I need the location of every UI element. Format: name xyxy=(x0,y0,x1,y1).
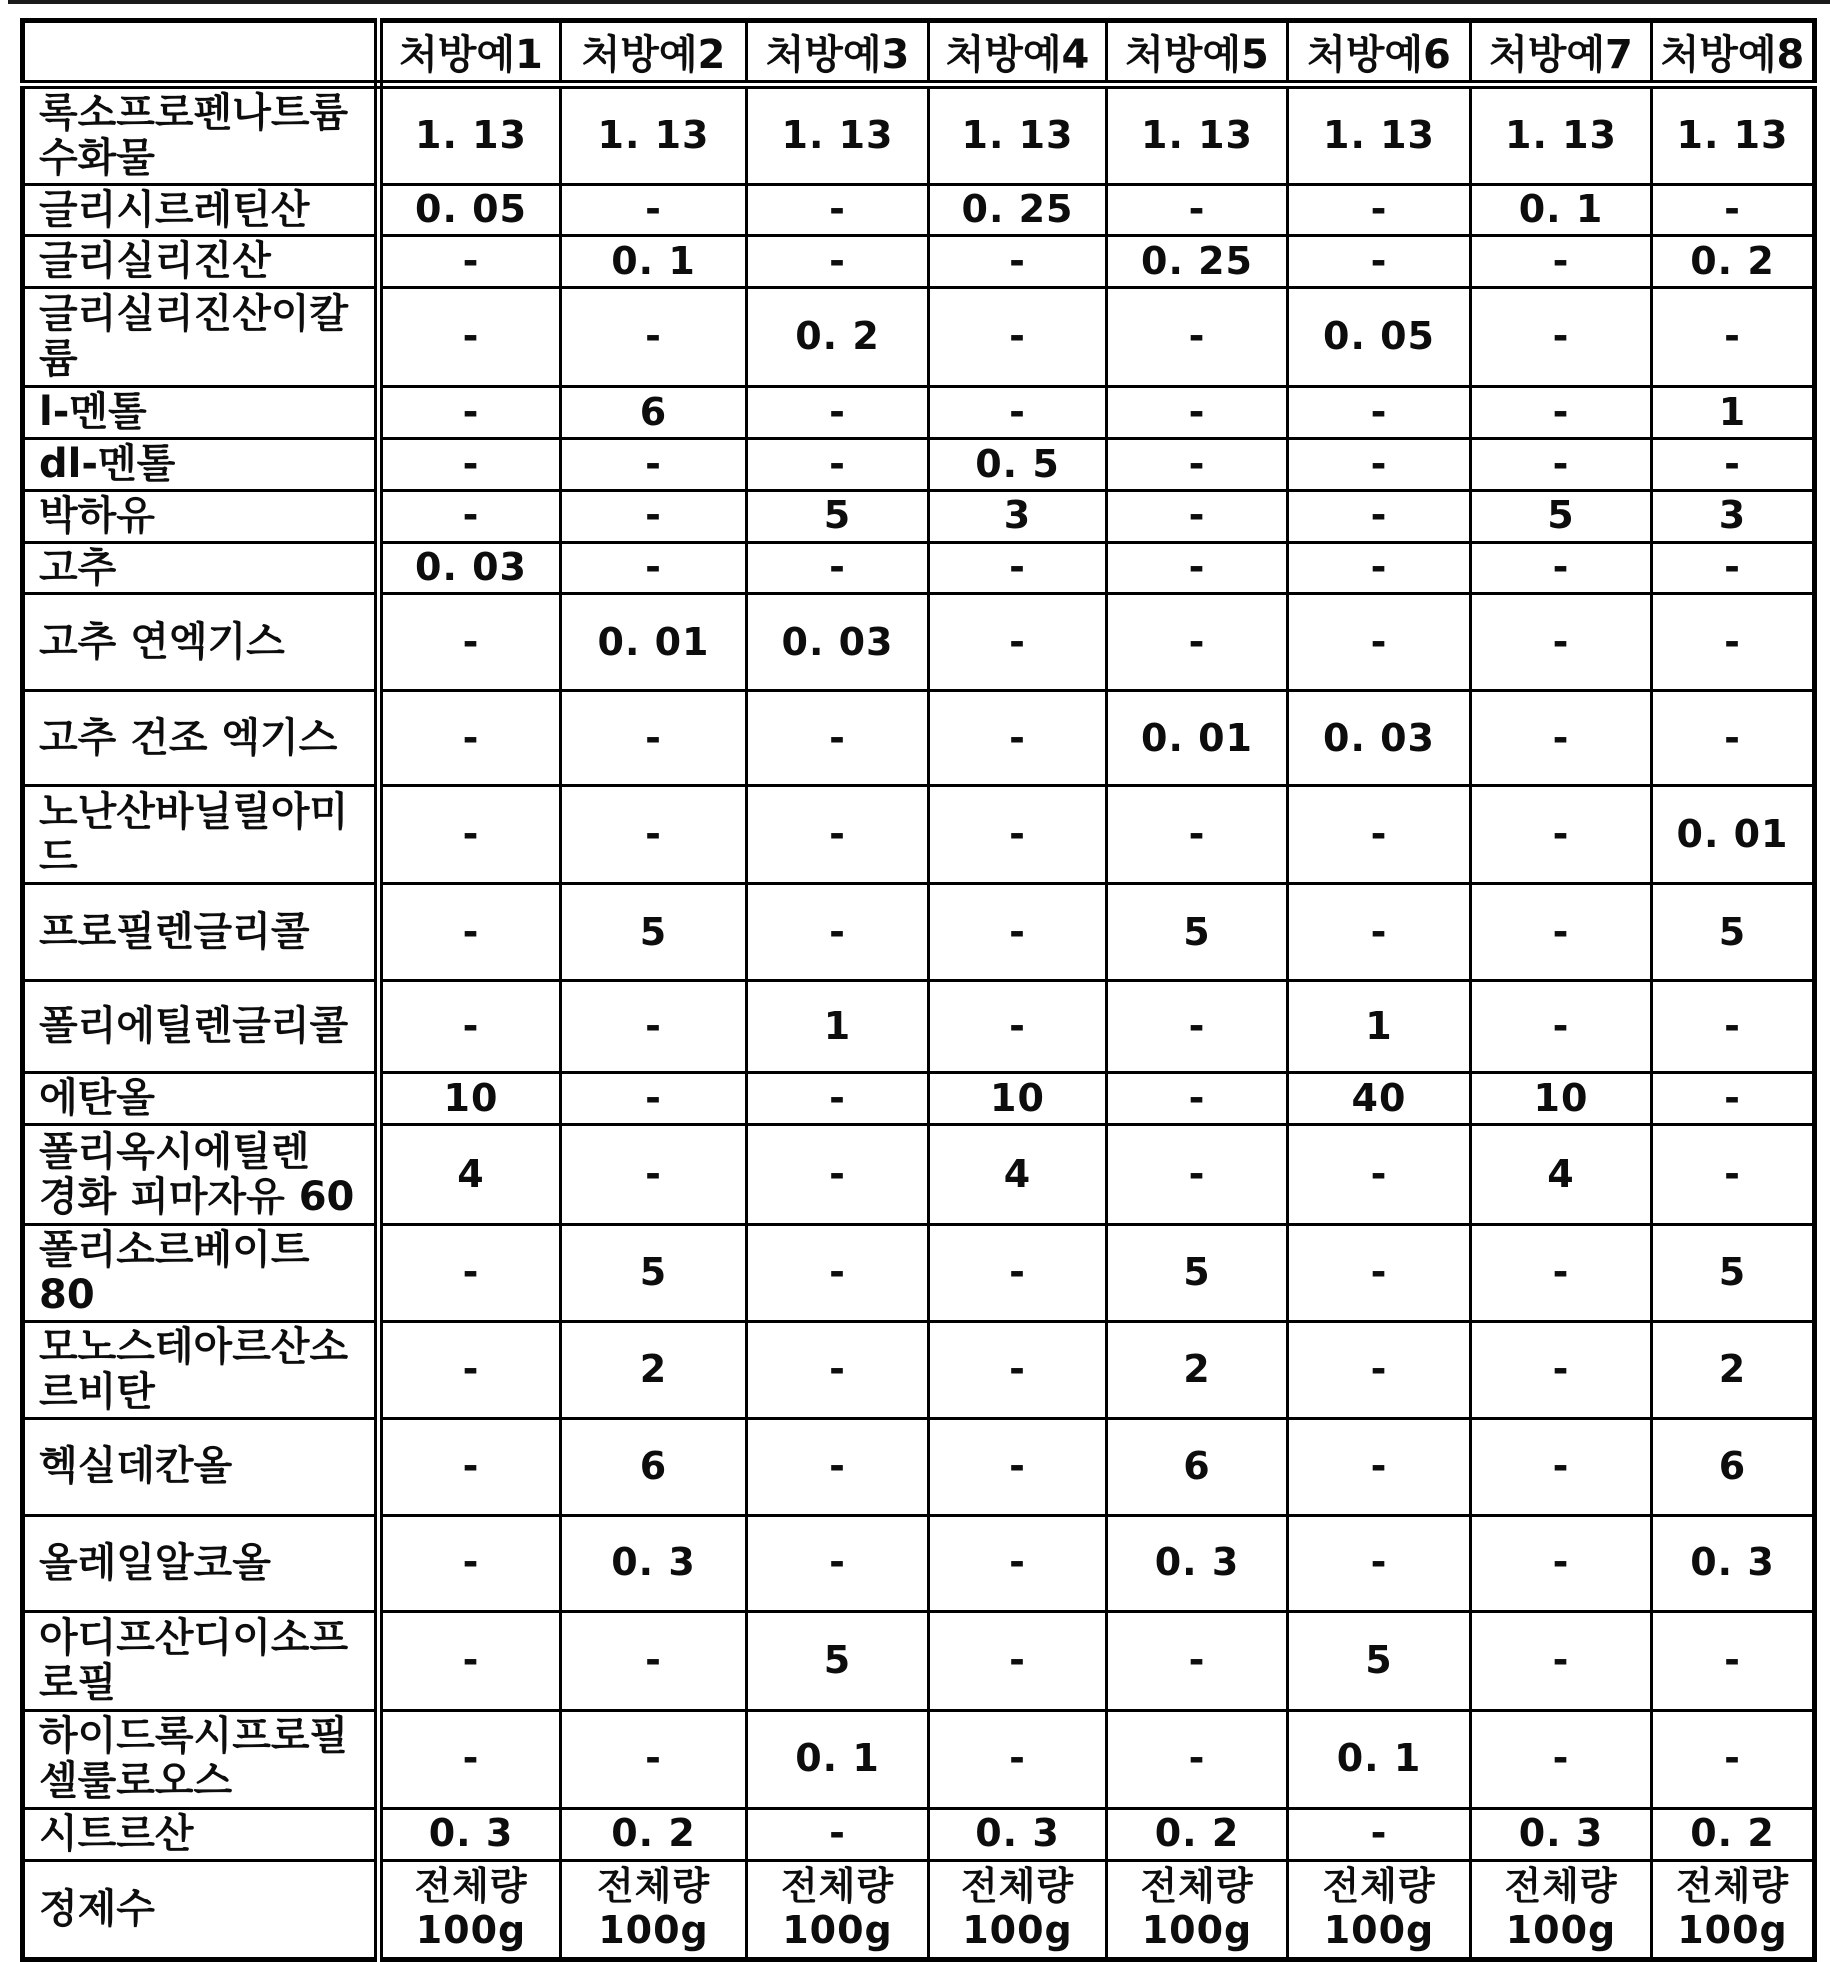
value-cell: - xyxy=(1471,691,1652,786)
value-cell: 40 xyxy=(1288,1073,1471,1125)
value-cell: 3 xyxy=(1652,490,1815,542)
value-cell: - xyxy=(929,594,1107,691)
column-header: 처방예5 xyxy=(1107,21,1288,85)
value-cell: - xyxy=(379,691,561,786)
value-cell: 0. 3 xyxy=(929,1808,1107,1860)
value-cell: - xyxy=(1107,184,1288,236)
value-cell: 0. 05 xyxy=(379,184,561,236)
value-cell: - xyxy=(379,490,561,542)
value-cell: 0. 2 xyxy=(1652,1808,1815,1860)
value-cell: - xyxy=(1652,1125,1815,1225)
value-cell: 1. 13 xyxy=(1288,85,1471,185)
value-cell: 3 xyxy=(929,490,1107,542)
value-cell: 2 xyxy=(1652,1322,1815,1419)
value-cell: - xyxy=(1288,542,1471,594)
value-cell: - xyxy=(379,438,561,490)
row-label: 폴리에틸렌글리콜 xyxy=(23,981,379,1073)
value-cell: - xyxy=(1652,542,1815,594)
value-cell: - xyxy=(1107,981,1288,1073)
value-cell: - xyxy=(379,884,561,981)
row-label: 폴리옥시에틸렌 경화 피마자유 60 xyxy=(23,1125,379,1225)
value-cell: - xyxy=(1288,1125,1471,1225)
value-cell: 0. 03 xyxy=(747,594,929,691)
value-cell: - xyxy=(561,490,747,542)
value-cell: - xyxy=(1652,1611,1815,1710)
value-cell: 0. 01 xyxy=(1652,786,1815,884)
value-cell: 전체량 100g xyxy=(379,1860,561,1959)
value-cell: 0. 01 xyxy=(561,594,747,691)
value-cell: - xyxy=(561,1611,747,1710)
value-cell: - xyxy=(1107,786,1288,884)
table-row xyxy=(23,288,1815,387)
value-cell: 0. 3 xyxy=(1107,1515,1288,1611)
value-cell: 1 xyxy=(747,981,929,1073)
value-cell: - xyxy=(1107,490,1288,542)
table-row xyxy=(23,184,1815,236)
value-cell: - xyxy=(929,288,1107,387)
table-row xyxy=(23,438,1815,490)
value-cell: - xyxy=(929,786,1107,884)
column-header: 처방예1 xyxy=(379,21,561,85)
table-row xyxy=(23,542,1815,594)
value-cell: 1 xyxy=(1288,981,1471,1073)
table-row xyxy=(23,85,1815,185)
row-label: 헥실데칸올 xyxy=(23,1418,379,1515)
value-cell: - xyxy=(1652,594,1815,691)
value-cell: - xyxy=(1288,387,1471,439)
value-cell: - xyxy=(1471,542,1652,594)
value-cell: - xyxy=(1288,1322,1471,1419)
value-cell: - xyxy=(747,786,929,884)
value-cell: - xyxy=(929,1710,1107,1808)
value-cell: - xyxy=(747,691,929,786)
value-cell: - xyxy=(1288,438,1471,490)
value-cell: 0. 1 xyxy=(747,1710,929,1808)
table-row xyxy=(23,691,1815,786)
value-cell: - xyxy=(1471,1611,1652,1710)
row-label: 정제수 xyxy=(23,1860,379,1959)
value-cell: 5 xyxy=(561,884,747,981)
value-cell: 전체량 100g xyxy=(1288,1860,1471,1959)
table-row xyxy=(23,1073,1815,1125)
table-row xyxy=(23,1418,1815,1515)
value-cell: 1. 13 xyxy=(1471,85,1652,185)
value-cell: - xyxy=(561,542,747,594)
value-cell: - xyxy=(1288,184,1471,236)
row-label: 폴리소르베이트 80 xyxy=(23,1225,379,1322)
value-cell: 6 xyxy=(561,387,747,439)
value-cell: 1. 13 xyxy=(929,85,1107,185)
value-cell: - xyxy=(1107,438,1288,490)
value-cell: - xyxy=(929,236,1107,288)
value-cell: - xyxy=(379,786,561,884)
row-label: 박하유 xyxy=(23,490,379,542)
value-cell: 1. 13 xyxy=(1652,85,1815,185)
table-row xyxy=(23,236,1815,288)
value-cell: - xyxy=(561,438,747,490)
row-label: 아디프산디이소프 로필 xyxy=(23,1611,379,1710)
value-cell: 1. 13 xyxy=(379,85,561,185)
value-cell: - xyxy=(1107,1125,1288,1225)
value-cell: 5 xyxy=(1288,1611,1471,1710)
value-cell: - xyxy=(379,1611,561,1710)
value-cell: - xyxy=(1652,184,1815,236)
value-cell: 4 xyxy=(1471,1125,1652,1225)
row-label: 글리실리진산 xyxy=(23,236,379,288)
row-label: 하이드록시프로필 셀룰로오스 xyxy=(23,1710,379,1808)
value-cell: - xyxy=(1288,884,1471,981)
value-cell: - xyxy=(561,1710,747,1808)
value-cell: - xyxy=(747,1515,929,1611)
table-row xyxy=(23,786,1815,884)
value-cell: - xyxy=(747,1322,929,1419)
row-label: 에탄올 xyxy=(23,1073,379,1125)
value-cell: 2 xyxy=(561,1322,747,1419)
value-cell: 0. 03 xyxy=(379,542,561,594)
value-cell: - xyxy=(929,981,1107,1073)
value-cell: 1. 13 xyxy=(561,85,747,185)
table-row xyxy=(23,1125,1815,1225)
scan-artifact-line xyxy=(8,0,1830,4)
table-row xyxy=(23,1710,1815,1808)
value-cell: - xyxy=(379,1322,561,1419)
value-cell: - xyxy=(1288,786,1471,884)
column-header: 처방예2 xyxy=(561,21,747,85)
row-label: 시트르산 xyxy=(23,1808,379,1860)
formulation-table xyxy=(20,18,1817,1962)
value-cell: - xyxy=(1107,1611,1288,1710)
value-cell: - xyxy=(561,981,747,1073)
value-cell: - xyxy=(1288,1808,1471,1860)
value-cell: - xyxy=(1471,438,1652,490)
row-label: l-멘톨 xyxy=(23,387,379,439)
row-label: 모노스테아르산소 르비탄 xyxy=(23,1322,379,1419)
value-cell: 2 xyxy=(1107,1322,1288,1419)
value-cell: 0. 03 xyxy=(1288,691,1471,786)
value-cell: - xyxy=(929,387,1107,439)
value-cell: - xyxy=(747,1418,929,1515)
row-label: 프로필렌글리콜 xyxy=(23,884,379,981)
value-cell: - xyxy=(1652,1710,1815,1808)
value-cell: - xyxy=(1288,1515,1471,1611)
table-row xyxy=(23,1322,1815,1419)
value-cell: 10 xyxy=(1471,1073,1652,1125)
value-cell: - xyxy=(747,1125,929,1225)
value-cell: - xyxy=(1288,1225,1471,1322)
value-cell: 0. 1 xyxy=(561,236,747,288)
value-cell: - xyxy=(747,1073,929,1125)
value-cell: 5 xyxy=(1107,1225,1288,1322)
value-cell: - xyxy=(1471,1418,1652,1515)
table-row xyxy=(23,884,1815,981)
value-cell: - xyxy=(1471,981,1652,1073)
table-row xyxy=(23,594,1815,691)
column-header: 처방예6 xyxy=(1288,21,1471,85)
table-row xyxy=(23,1808,1815,1860)
column-header: 처방예4 xyxy=(929,21,1107,85)
value-cell: 0. 01 xyxy=(1107,691,1288,786)
value-cell: - xyxy=(747,438,929,490)
column-header: 처방예3 xyxy=(747,21,929,85)
value-cell: 5 xyxy=(1471,490,1652,542)
header-row xyxy=(23,21,1815,85)
row-label: dl-멘톨 xyxy=(23,438,379,490)
value-cell: - xyxy=(1107,542,1288,594)
value-cell: 5 xyxy=(1107,884,1288,981)
value-cell: - xyxy=(1652,981,1815,1073)
value-cell: - xyxy=(561,786,747,884)
value-cell: - xyxy=(1288,490,1471,542)
value-cell: - xyxy=(1471,1225,1652,1322)
value-cell: - xyxy=(747,1808,929,1860)
value-cell: - xyxy=(747,1225,929,1322)
value-cell: - xyxy=(747,184,929,236)
corner-cell xyxy=(23,21,379,85)
value-cell: - xyxy=(929,1225,1107,1322)
value-cell: - xyxy=(1471,884,1652,981)
value-cell: - xyxy=(747,884,929,981)
value-cell: - xyxy=(1107,594,1288,691)
value-cell: - xyxy=(1107,288,1288,387)
value-cell: - xyxy=(379,1225,561,1322)
value-cell: - xyxy=(379,1515,561,1611)
value-cell: - xyxy=(1652,1073,1815,1125)
row-label: 록소프로펜나트륨 수화물 xyxy=(23,85,379,185)
value-cell: - xyxy=(1471,387,1652,439)
table-row xyxy=(23,1225,1815,1322)
value-cell: - xyxy=(1471,1710,1652,1808)
value-cell: - xyxy=(1471,236,1652,288)
table-row xyxy=(23,981,1815,1073)
value-cell: - xyxy=(929,691,1107,786)
value-cell: 0. 25 xyxy=(929,184,1107,236)
table-row xyxy=(23,1860,1815,1959)
value-cell: - xyxy=(379,288,561,387)
value-cell: 전체량 100g xyxy=(561,1860,747,1959)
value-cell: 5 xyxy=(747,490,929,542)
value-cell: 6 xyxy=(1652,1418,1815,1515)
value-cell: - xyxy=(1471,288,1652,387)
value-cell: 6 xyxy=(1107,1418,1288,1515)
value-cell: - xyxy=(379,594,561,691)
value-cell: 4 xyxy=(379,1125,561,1225)
value-cell: - xyxy=(561,288,747,387)
value-cell: 1. 13 xyxy=(747,85,929,185)
value-cell: 0. 2 xyxy=(561,1808,747,1860)
row-label: 글리시르레틴산 xyxy=(23,184,379,236)
value-cell: 5 xyxy=(1652,884,1815,981)
value-cell: 0. 2 xyxy=(1107,1808,1288,1860)
value-cell: - xyxy=(561,691,747,786)
value-cell: - xyxy=(1471,594,1652,691)
value-cell: 0. 3 xyxy=(1652,1515,1815,1611)
value-cell: 1 xyxy=(1652,387,1815,439)
value-cell: 5 xyxy=(1652,1225,1815,1322)
value-cell: - xyxy=(1652,288,1815,387)
value-cell: - xyxy=(1288,594,1471,691)
row-label: 고추 xyxy=(23,542,379,594)
row-label: 고추 건조 엑기스 xyxy=(23,691,379,786)
value-cell: 0. 1 xyxy=(1471,184,1652,236)
value-cell: - xyxy=(1107,1710,1288,1808)
value-cell: 전체량 100g xyxy=(929,1860,1107,1959)
value-cell: 전체량 100g xyxy=(1471,1860,1652,1959)
value-cell: 0. 25 xyxy=(1107,236,1288,288)
value-cell: - xyxy=(561,1125,747,1225)
table-row xyxy=(23,490,1815,542)
value-cell: - xyxy=(379,387,561,439)
value-cell: 5 xyxy=(561,1225,747,1322)
value-cell: - xyxy=(1471,1322,1652,1419)
value-cell: 0. 1 xyxy=(1288,1710,1471,1808)
table-row xyxy=(23,387,1815,439)
value-cell: - xyxy=(747,542,929,594)
value-cell: 0. 3 xyxy=(561,1515,747,1611)
value-cell: - xyxy=(929,542,1107,594)
value-cell: 0. 05 xyxy=(1288,288,1471,387)
value-cell: - xyxy=(1471,786,1652,884)
value-cell: 10 xyxy=(929,1073,1107,1125)
value-cell: - xyxy=(1107,387,1288,439)
value-cell: 4 xyxy=(929,1125,1107,1225)
value-cell: - xyxy=(379,981,561,1073)
value-cell: 1. 13 xyxy=(1107,85,1288,185)
value-cell: 0. 2 xyxy=(747,288,929,387)
value-cell: - xyxy=(379,1710,561,1808)
value-cell: - xyxy=(379,1418,561,1515)
column-header: 처방예7 xyxy=(1471,21,1652,85)
value-cell: 0. 2 xyxy=(1652,236,1815,288)
value-cell: - xyxy=(379,236,561,288)
value-cell: - xyxy=(1107,1073,1288,1125)
value-cell: - xyxy=(747,236,929,288)
value-cell: - xyxy=(929,1322,1107,1419)
row-label: 올레일알코올 xyxy=(23,1515,379,1611)
value-cell: 0. 3 xyxy=(1471,1808,1652,1860)
column-header: 처방예8 xyxy=(1652,21,1815,85)
value-cell: - xyxy=(1652,691,1815,786)
value-cell: 6 xyxy=(561,1418,747,1515)
value-cell: - xyxy=(1471,1515,1652,1611)
value-cell: - xyxy=(929,1515,1107,1611)
value-cell: - xyxy=(561,184,747,236)
table-row xyxy=(23,1515,1815,1611)
value-cell: 전체량 100g xyxy=(747,1860,929,1959)
value-cell: 10 xyxy=(379,1073,561,1125)
value-cell: 0. 3 xyxy=(379,1808,561,1860)
table-row xyxy=(23,1611,1815,1710)
value-cell: 5 xyxy=(747,1611,929,1710)
value-cell: - xyxy=(929,1611,1107,1710)
row-label: 고추 연엑기스 xyxy=(23,594,379,691)
value-cell: - xyxy=(929,1418,1107,1515)
value-cell: - xyxy=(929,884,1107,981)
value-cell: 전체량 100g xyxy=(1107,1860,1288,1959)
value-cell: - xyxy=(1652,438,1815,490)
value-cell: - xyxy=(747,387,929,439)
value-cell: - xyxy=(561,1073,747,1125)
value-cell: 0. 5 xyxy=(929,438,1107,490)
value-cell: - xyxy=(1288,236,1471,288)
row-label: 노난산바닐릴아미 드 xyxy=(23,786,379,884)
row-label: 글리실리진산이칼 륨 xyxy=(23,288,379,387)
value-cell: 전체량 100g xyxy=(1652,1860,1815,1959)
value-cell: - xyxy=(1288,1418,1471,1515)
